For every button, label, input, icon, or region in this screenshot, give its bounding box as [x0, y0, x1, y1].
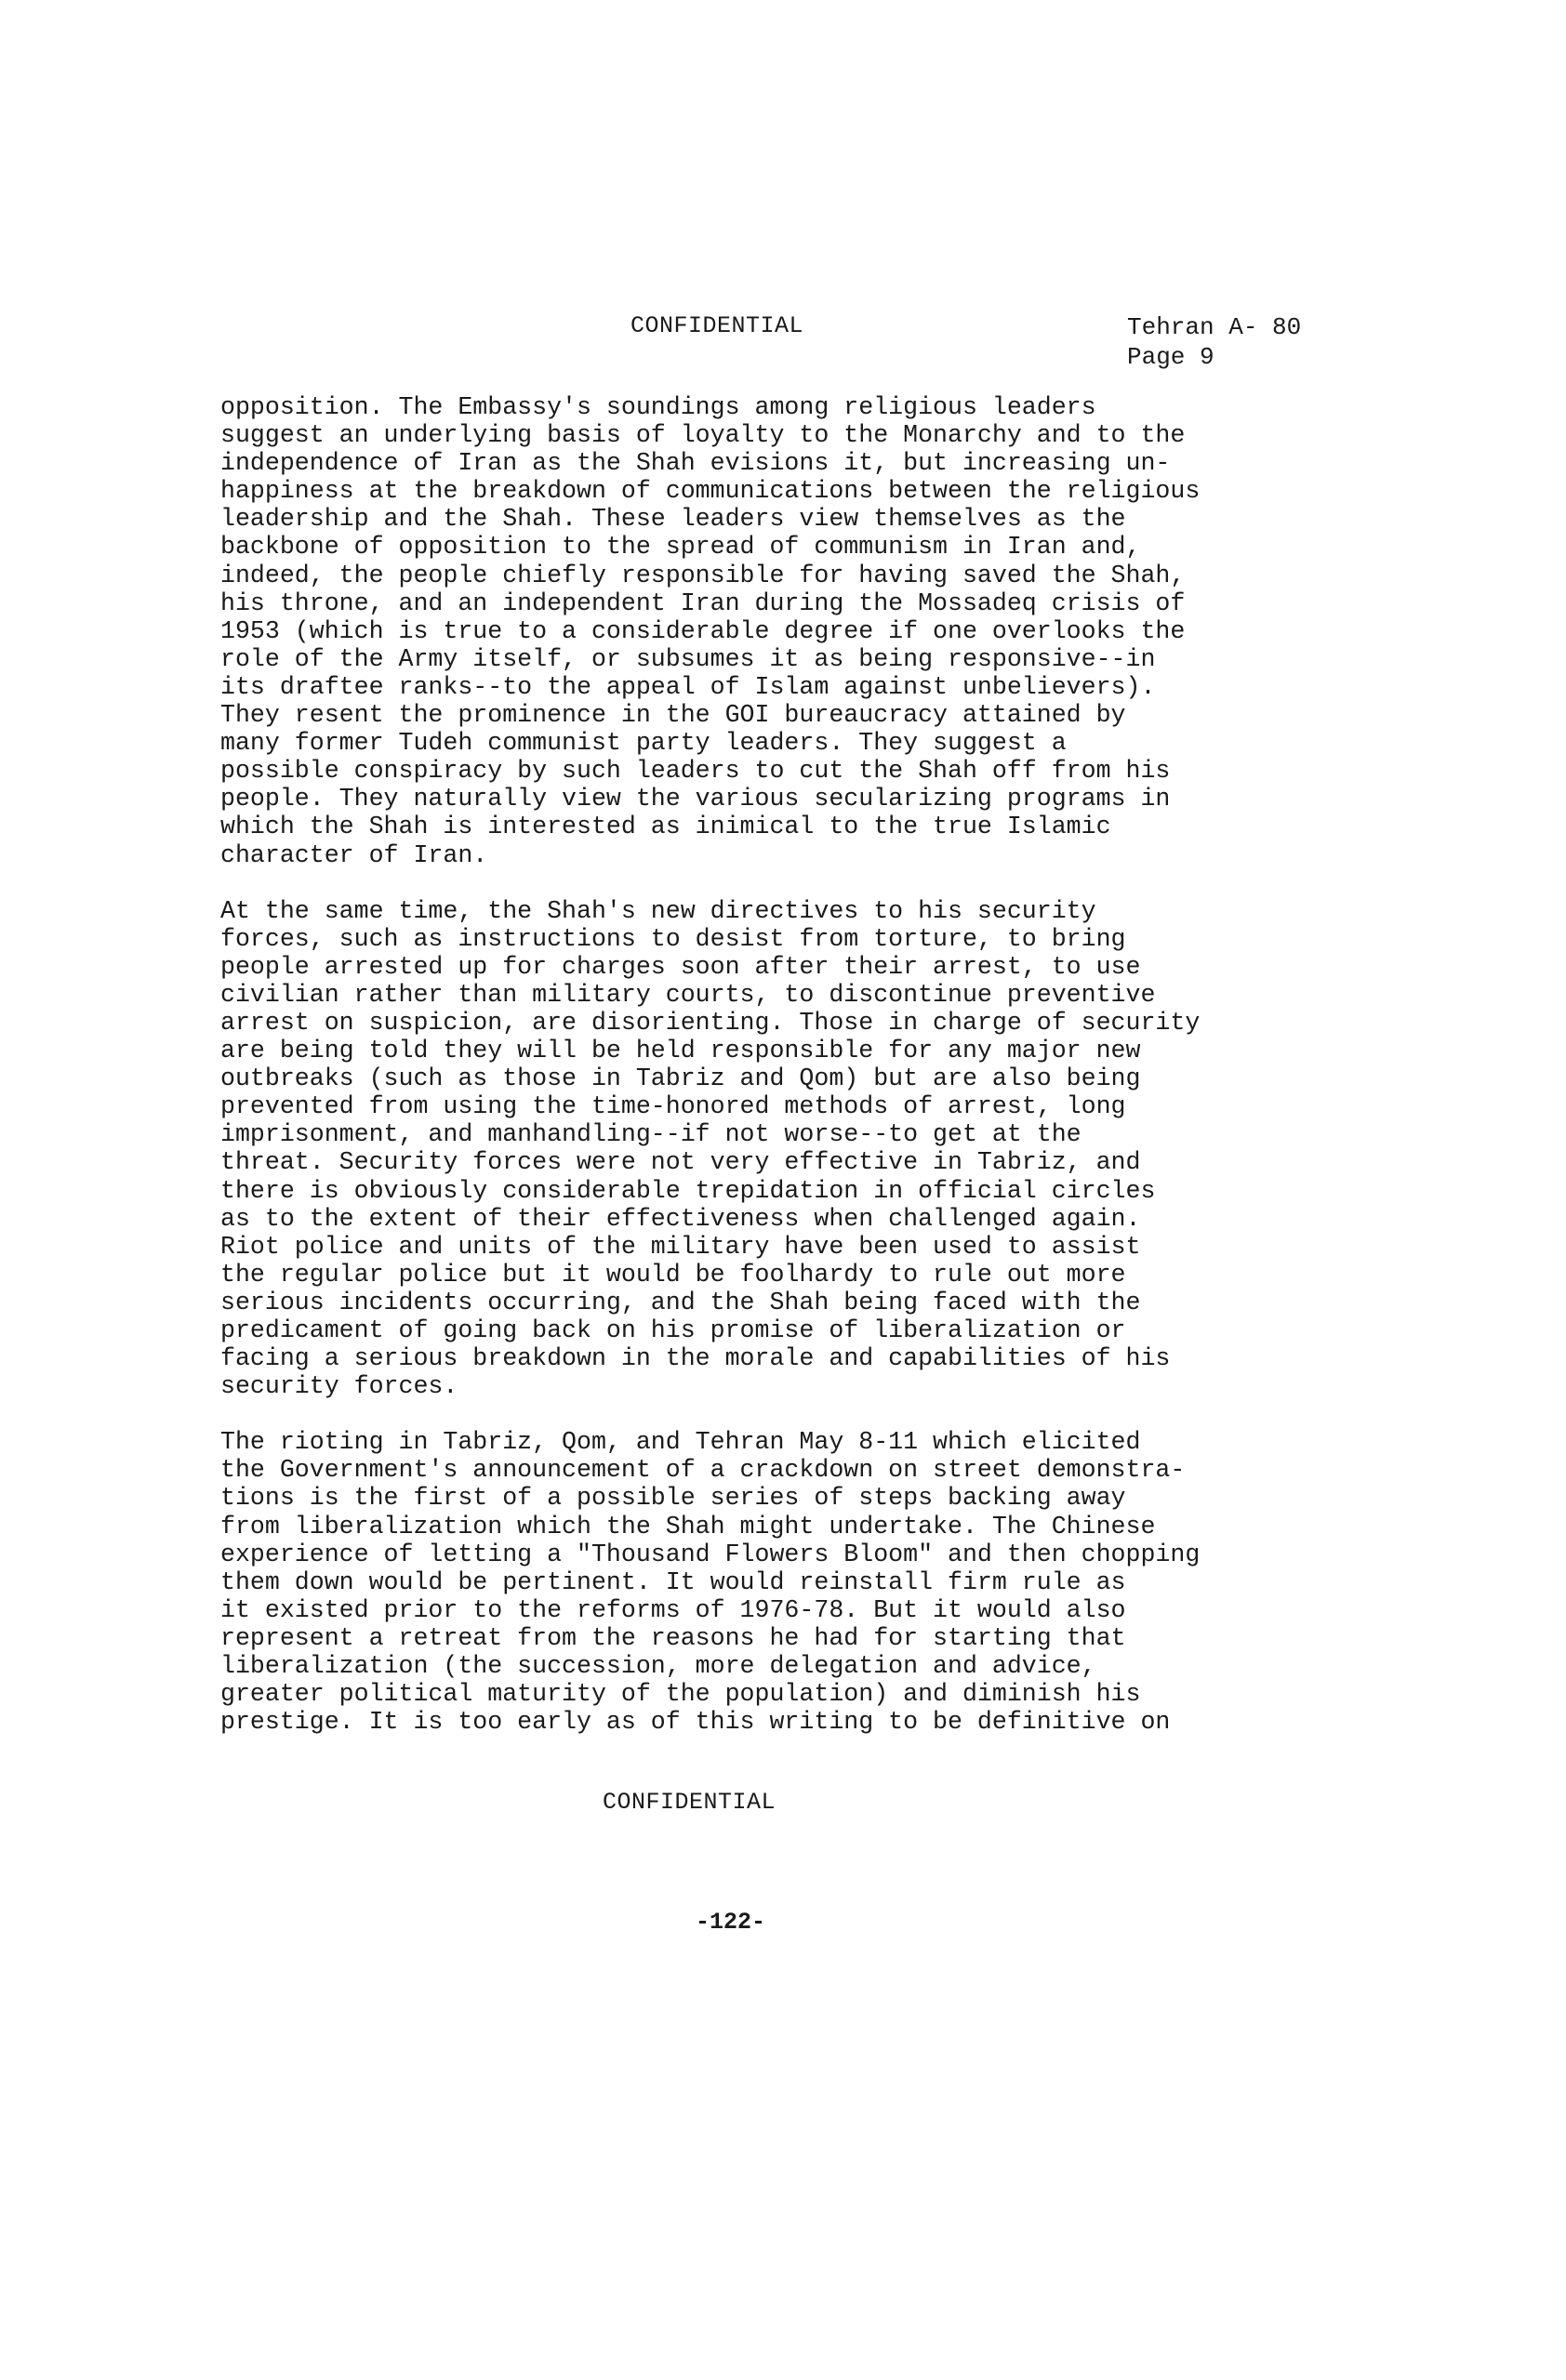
text-line: tions is the first of a possible series of steps backing away	[220, 1484, 1126, 1513]
text-line: experience of letting a "Thousand Flowers Bloom" and then chopping	[220, 1540, 1201, 1568]
text-line: Riot police and units of the military have been used to assist	[220, 1232, 1141, 1261]
text-line: opposition. The Embassy's soundings among religious leaders	[220, 393, 1096, 421]
text-line: it existed prior to the reforms of 1976-78. But it would also	[220, 1595, 1126, 1624]
page-number: -122-	[696, 1909, 766, 1936]
header-document-info	[1127, 312, 1301, 372]
text-line: represent a retreat from the reasons he had for starting that	[220, 1623, 1126, 1652]
text-line: The rioting in Tabriz, Qom, and Tehran May 8-11 which elicited	[220, 1428, 1141, 1457]
text-line: from liberalization which the Shah might undertake. The Chinese	[220, 1512, 1156, 1540]
text-line: suggest an underlying basis of loyalty to the Monarchy and to the	[220, 421, 1186, 450]
paragraph-religious-leaders	[220, 393, 1383, 869]
text-line: its draftee ranks--to the appeal of Islam against unbelievers).	[220, 672, 1156, 701]
header-classification: CONFIDENTIAL	[630, 312, 804, 339]
text-line: happiness at the breakdown of communications between the religious	[220, 477, 1201, 506]
text-line: are being told they will be held responsible for any major new	[220, 1037, 1141, 1065]
document-reference: Tehran A- 80	[1127, 313, 1302, 341]
text-line: predicament of going back on his promise of liberalization or	[220, 1316, 1126, 1344]
text-line: prestige. It is too early as of this writing to be definitive on	[220, 1708, 1171, 1737]
text-line: people arrested up for charges soon after their arrest, to use	[220, 952, 1141, 981]
text-line: At the same time, the Shah's new directives to his security	[220, 896, 1096, 925]
text-line: leadership and the Shah. These leaders view themselves as the	[220, 505, 1126, 534]
text-line: arrest on suspicion, are disorienting. Those in charge of security	[220, 1008, 1201, 1037]
text-line: threat. Security forces were not very effective in Tabriz, and	[220, 1148, 1141, 1177]
text-line: people. They naturally view the various secularizing programs in	[220, 785, 1171, 813]
text-line: greater political maturity of the population) and diminish his	[220, 1680, 1141, 1709]
text-line: security forces.	[220, 1372, 458, 1401]
text-line: backbone of opposition to the spread of communism in Iran and,	[220, 533, 1141, 562]
text-line: They resent the prominence in the GOI bureaucracy attained by	[220, 701, 1126, 730]
text-line: the Government's announcement of a crackdown on street demonstra-	[220, 1456, 1186, 1485]
text-line: which the Shah is interested as inimical to the true Islamic	[220, 813, 1111, 841]
page-label: Page 9	[1127, 343, 1214, 371]
paragraph-security-forces	[220, 897, 1383, 1401]
text-line: 1953 (which is true to a considerable degree if one overlooks the	[220, 616, 1186, 645]
text-line: outbreaks (such as those in Tabriz and Qom) but are also being	[220, 1064, 1141, 1093]
text-line: possible conspiracy by such leaders to cut the Shah off from his	[220, 757, 1171, 786]
text-line: the regular police but it would be foolhardy to rule out more	[220, 1260, 1126, 1289]
text-line: as to the extent of their effectiveness when challenged again.	[220, 1204, 1141, 1233]
text-line: character of Iran.	[220, 840, 488, 869]
text-line: role of the Army itself, or subsumes it as being responsive--in	[220, 644, 1156, 673]
body-text	[220, 393, 1383, 1764]
text-line: facing a serious breakdown in the morale and capabilities of his	[220, 1344, 1171, 1373]
text-line: forces, such as instructions to desist from torture, to bring	[220, 924, 1126, 953]
text-line: independence of Iran as the Shah evisions it, but increasing un-	[220, 449, 1171, 478]
text-line: his throne, and an independent Iran during the Mossadeq crisis of	[220, 588, 1186, 617]
footer-classification: CONFIDENTIAL	[603, 1789, 776, 1816]
text-line: serious incidents occurring, and the Shah being faced with the	[220, 1288, 1141, 1316]
text-line: civilian rather than military courts, to discontinue preventive	[220, 980, 1156, 1009]
text-line: liberalization (the succession, more delegation and advice,	[220, 1652, 1096, 1681]
text-line: many former Tudeh communist party leaders. They suggest a	[220, 729, 1067, 758]
paragraph-rioting	[220, 1428, 1383, 1736]
text-line: them down would be pertinent. It would reinstall firm rule as	[220, 1567, 1126, 1596]
text-line: prevented from using the time-honored methods of arrest, long	[220, 1092, 1126, 1121]
text-line: imprisonment, and manhandling--if not worse--to get at the	[220, 1120, 1082, 1149]
text-line: indeed, the people chiefly responsible for having saved the Shah,	[220, 561, 1186, 589]
text-line: there is obviously considerable trepidation in official circles	[220, 1176, 1156, 1205]
